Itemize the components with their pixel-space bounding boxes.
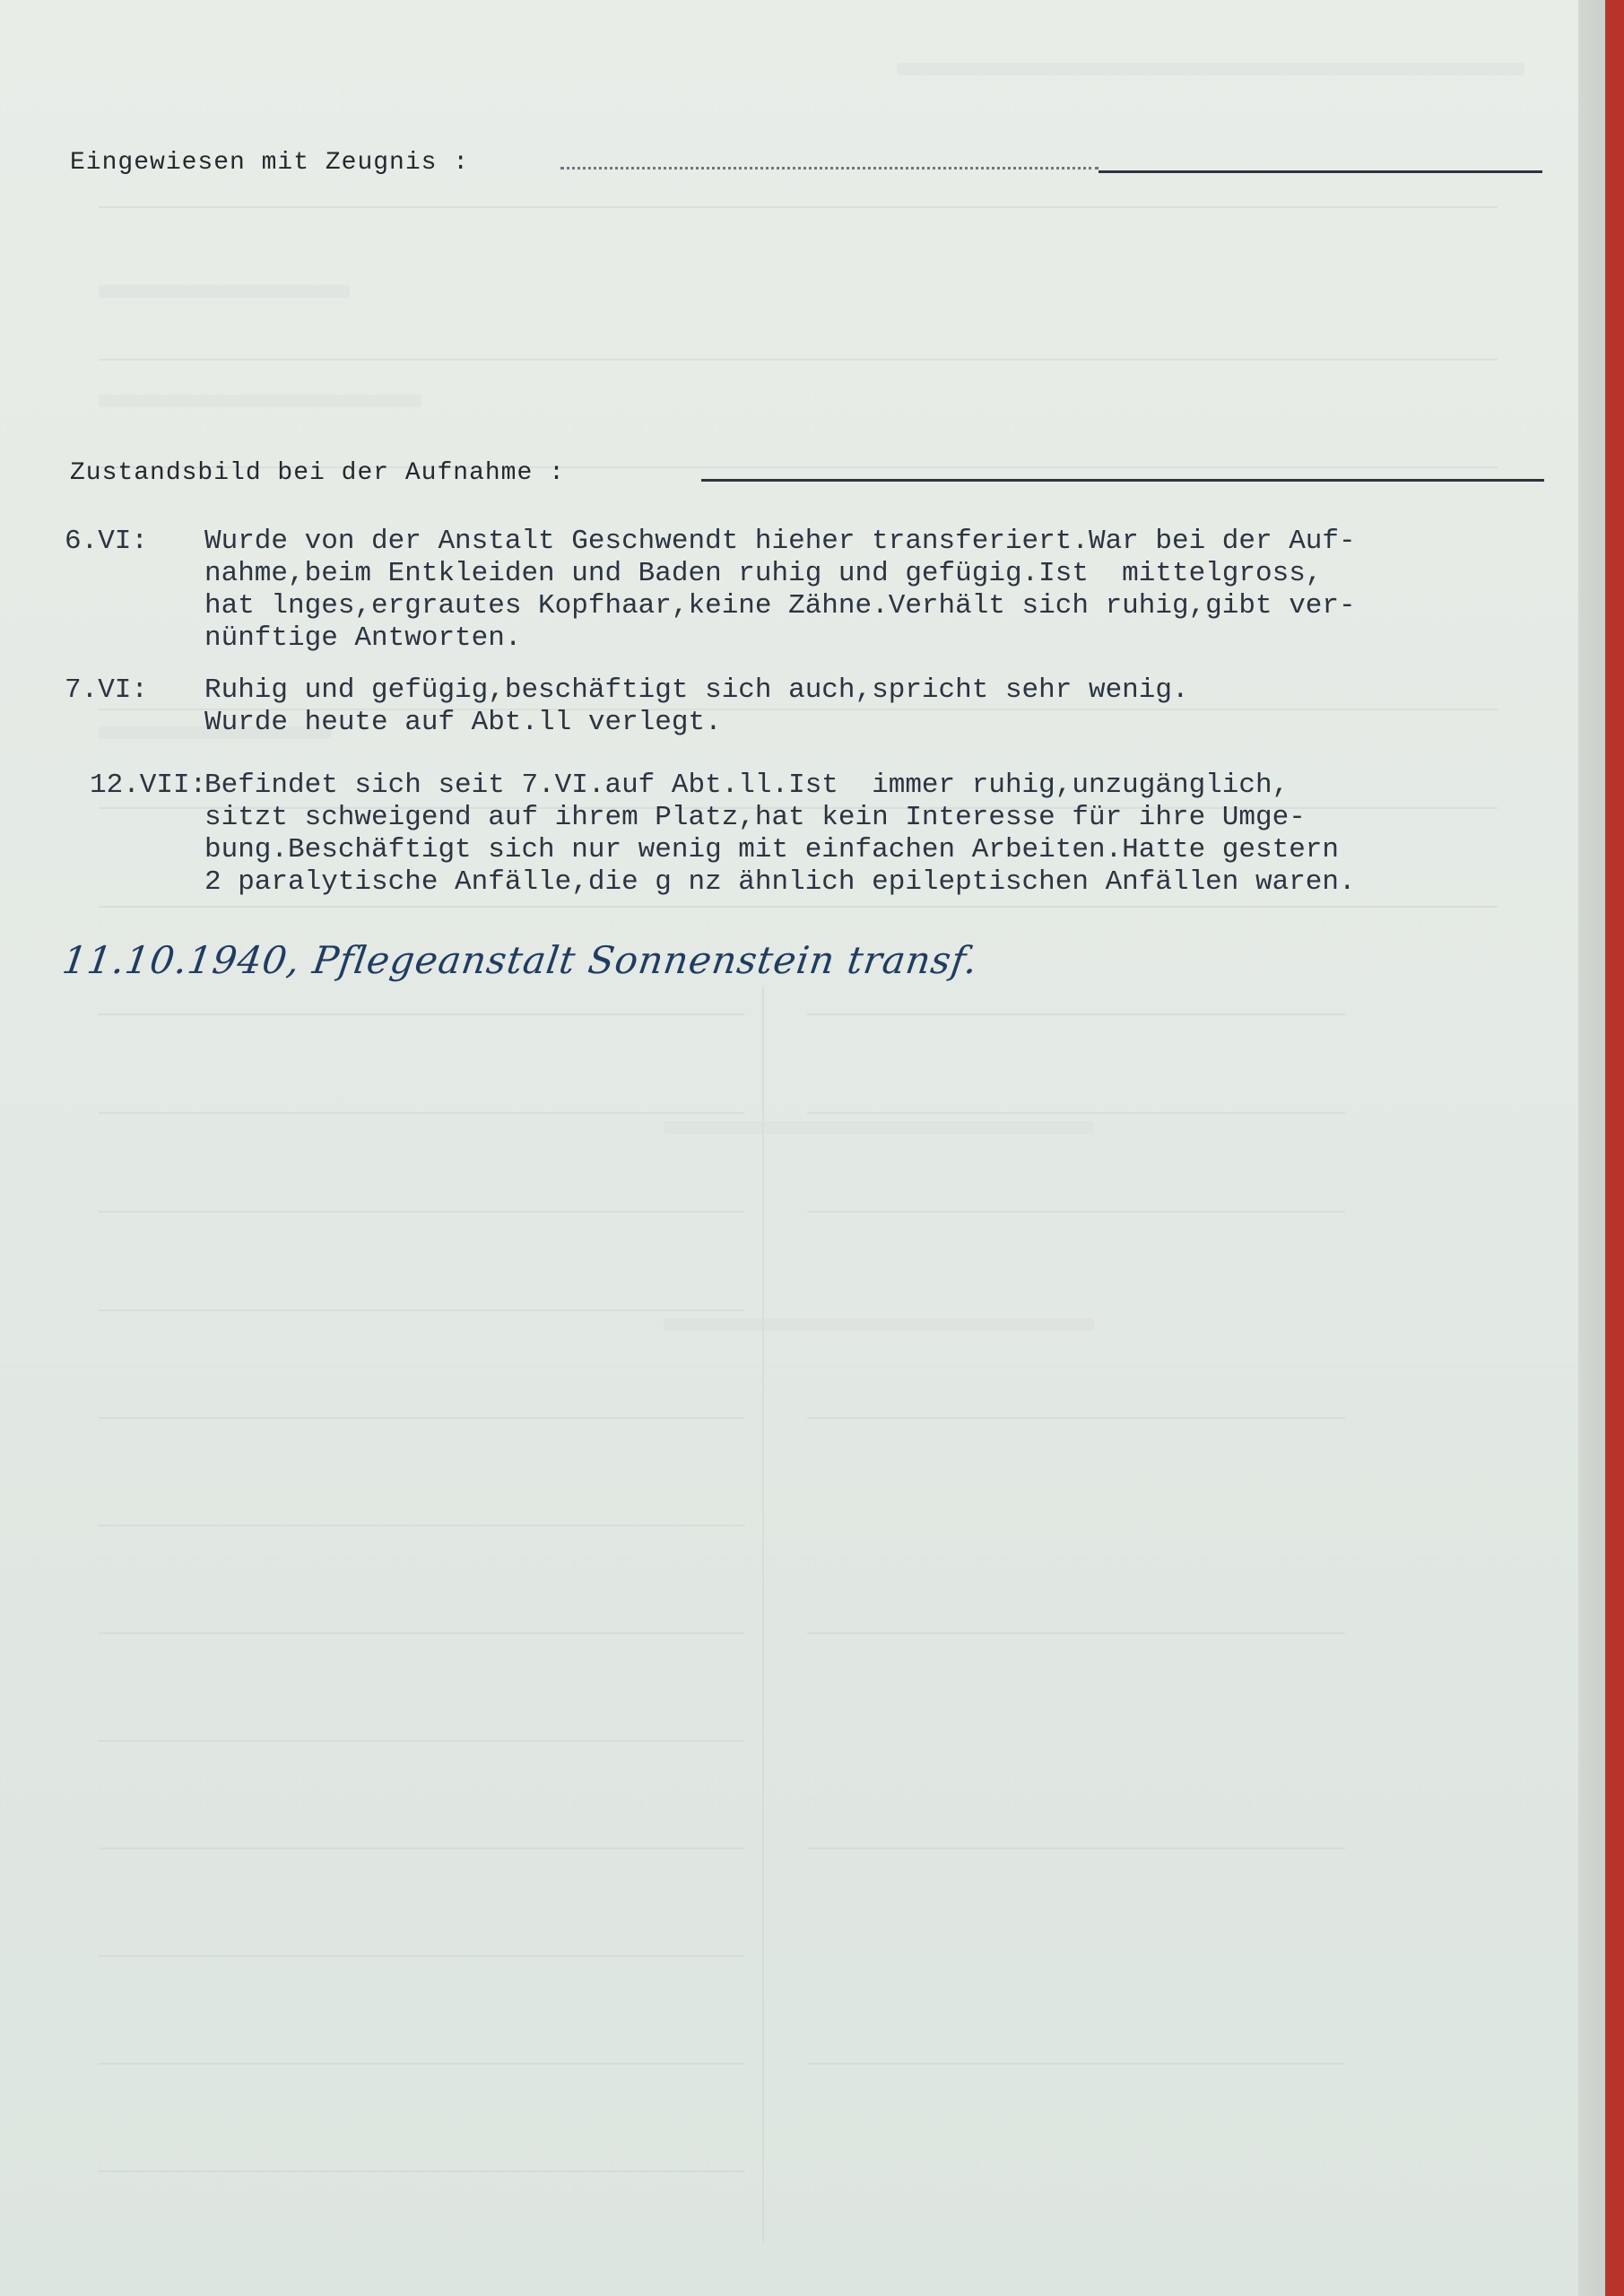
admission-field-line — [701, 479, 1544, 482]
referral-label: Eingewiesen mit Zeugnis : — [70, 149, 470, 177]
entry-date: 12.VII: — [90, 770, 207, 801]
page-edge — [1578, 0, 1605, 2296]
entry-text: Ruhig und gefügig,beschäftigt sich auch,spricht sehr wenig. Wurde heute auf Abt.ll verlegt. — [204, 674, 1189, 738]
referral-field-line — [1099, 170, 1542, 173]
admission-label: Zustandsbild bei der Aufnahme : — [70, 459, 565, 487]
entry-date: 7.VI: — [65, 674, 149, 706]
handwritten-transfer-note: 11.10.1940, Pflegeanstalt Sonnenstein transf. — [59, 938, 981, 982]
entry-text: Wurde von der Anstalt Geschwendt hieher transferiert.War bei der Auf- nahme,beim Entkleiden und Baden ruhig und gefügig.Ist mittelgross, hat lnges,ergrautes Kopfhaar,keine Zähne.Verhält sich ruhig,gibt ver- nünftige Antworten. — [204, 526, 1356, 654]
referral-dotted-line — [560, 167, 1099, 170]
entry-text: Befindet sich seit 7.VI.auf Abt.ll.Ist immer ruhig,unzugänglich, sitzt schweigend auf ihrem Platz,hat kein Interesse für ihre Umge- bung.Beschäftigt sich nur wenig mit einfachen Arbeiten.Hatte gestern 2 paralytische Anfälle,die g nz ähnlich epileptischen Anfällen waren. — [204, 770, 1356, 898]
entry-date: 6.VI: — [65, 526, 149, 557]
